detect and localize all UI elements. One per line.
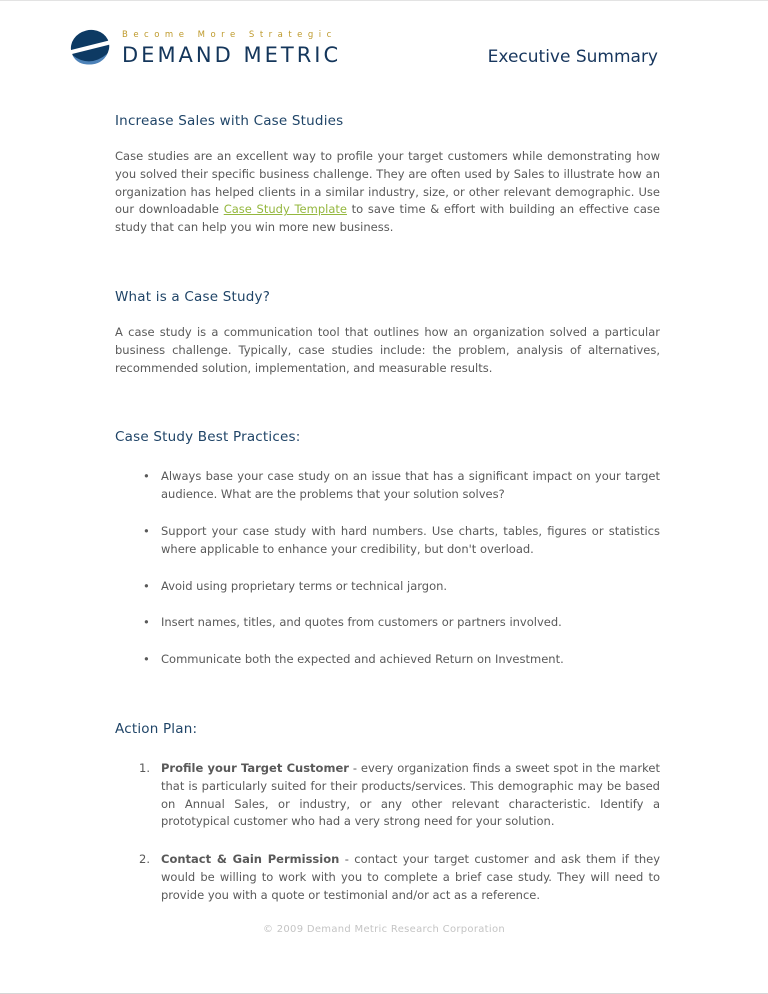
list-item (143, 614, 660, 632)
list-item (143, 578, 660, 596)
best-practices-list (115, 468, 660, 669)
list-item-text: Support your case study with hard numbers. Use charts, tables, figures or statistics where applicable to enhance your credibility, but don't overload. (161, 523, 660, 556)
bullet-icon (143, 614, 161, 632)
list-item-text: Communicate both the expected and achieved Return on Investment. (161, 652, 564, 667)
page-header (0, 1, 768, 69)
intro-text-before-link: Case studies are an excellent way to profile your target customers while demonstrating how you solved their specific business challenge. They are often used by Sales to illustrate how an organization has helped clients in a similar industry, size, or other relevant demographic. Use our downloadable (115, 148, 660, 217)
brand-tagline: Become More Strategic (122, 30, 337, 40)
list-item-text: Avoid using proprietary terms or technical jargon. (161, 578, 448, 593)
bullet-icon (143, 578, 161, 596)
section-heading-action-plan: Action Plan: (115, 720, 198, 737)
section-heading-what-is: What is a Case Study? (115, 288, 271, 305)
demand-metric-logo-icon (68, 27, 114, 69)
section-heading-best-practices: Case Study Best Practices: (115, 429, 301, 446)
bullet-icon (143, 523, 161, 559)
action-plan-list (115, 760, 660, 905)
what-is-paragraph: A case study is a communication tool that outlines how an organization solved a particular business challenge. Typically, case studies include: the problem, analysis of alternatives, recommended solution, implementation, and measurable results. (115, 324, 660, 375)
bullet-icon (143, 651, 161, 669)
section-heading-intro: Increase Sales with Case Studies (115, 113, 344, 129)
intro-text-after-link: to save time & effort with building an effective case study that can help you win more new business. (115, 202, 660, 235)
list-item (139, 851, 660, 904)
list-item-text: Always base your case study on an issue that has a significant impact on your target audience. What are the problems that your solution solves? (161, 469, 660, 502)
list-item-text: Insert names, titles, and quotes from customers or partners involved. (161, 615, 562, 630)
list-item-body: - every organization finds a sweet spot in the market that is particularly suited for their products/services. This demographic may be based on Annual Sales, or industry, or any other relevant characteristic. Identify a prototypical customer who had a very strong need for your solution. (161, 760, 660, 829)
list-item (143, 651, 660, 669)
brand (68, 27, 341, 69)
bullet-icon (143, 468, 161, 504)
page-title: Executive Summary (487, 47, 658, 67)
case-study-template-link[interactable]: Case Study Template (223, 202, 347, 217)
list-item-body: - contact your target customer and ask them if they would be willing to work with you to complete a brief case study. They will need to provide you with a quote or testimonial and/or act as a reference. (161, 852, 660, 902)
list-item-number: 1. (139, 760, 150, 775)
list-item (143, 468, 660, 504)
list-item-bold-lead: Contact & Gain Permission (161, 852, 340, 867)
list-item-bold-lead: Profile your Target Customer (161, 760, 349, 775)
list-item-text (161, 851, 660, 904)
brand-name: DEMAND METRIC (122, 43, 342, 67)
list-item (143, 523, 660, 559)
document-content (0, 111, 768, 905)
list-item (139, 760, 660, 831)
brand-text (122, 27, 341, 67)
copyright-text: © 2009 Demand Metric Research Corporation (262, 924, 506, 935)
list-item-text (161, 760, 660, 831)
intro-paragraph (115, 148, 660, 237)
page-footer (0, 924, 768, 935)
list-item-number: 2. (139, 852, 150, 867)
